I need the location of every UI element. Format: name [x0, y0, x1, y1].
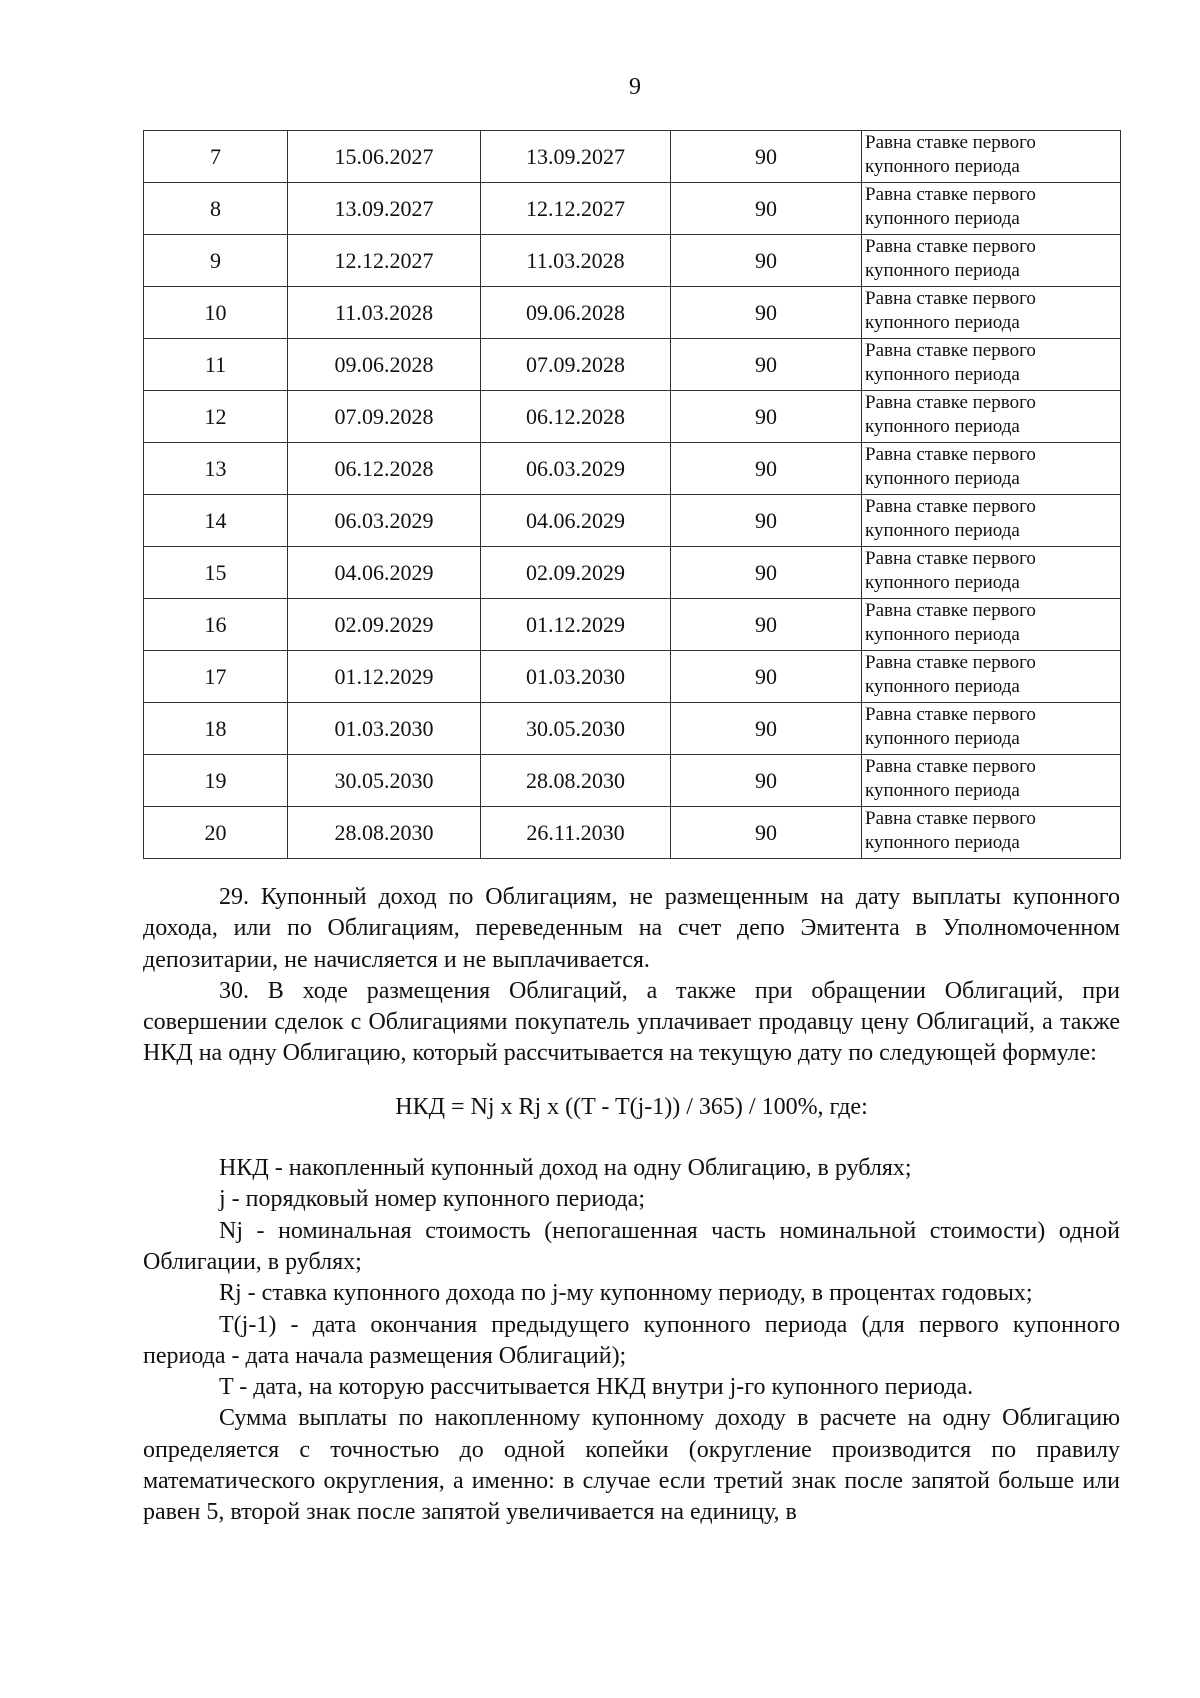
coupon-duration-cell: 90: [671, 235, 862, 287]
coupon-end-date-cell: 13.09.2027: [481, 131, 671, 183]
coupon-end-date-cell: 06.03.2029: [481, 443, 671, 495]
coupon-number-cell: 9: [144, 235, 288, 287]
coupon-table-body: [144, 131, 1121, 859]
coupon-start-date-cell: 06.03.2029: [288, 495, 481, 547]
coupon-start-date-cell: 12.12.2027: [288, 235, 481, 287]
coupon-number-cell: 20: [144, 807, 288, 859]
definition-t: T - дата, на которую рассчитывается НКД внутри j-го купонного периода.: [219, 1374, 974, 1401]
coupon-start-date-cell: 09.06.2028: [288, 339, 481, 391]
coupon-end-date-cell: 12.12.2027: [481, 183, 671, 235]
coupon-number-cell: 12: [144, 391, 288, 443]
coupon-rate-text: Равна ставке первого: [865, 600, 1036, 621]
coupon-rate-text: Равна ставке первого: [865, 444, 1036, 465]
coupon-duration-cell: 90: [671, 755, 862, 807]
coupon-start-date-cell: 01.03.2030: [288, 703, 481, 755]
coupon-end-date-cell: 06.12.2028: [481, 391, 671, 443]
coupon-duration-cell: 90: [671, 183, 862, 235]
coupon-rate-cell: [862, 755, 1121, 807]
coupon-number-cell: 13: [144, 443, 288, 495]
definition-rj: Rj - ставка купонного дохода по j-му купонному периоду, в процентах годовых;: [219, 1280, 1033, 1307]
coupon-number-cell: 10: [144, 287, 288, 339]
coupon-rate-text: Равна ставке первого: [865, 184, 1036, 205]
coupon-rate-cell: [862, 287, 1121, 339]
coupon-rate-text: купонного периода: [865, 520, 1020, 541]
coupon-rate-text: купонного периода: [865, 676, 1020, 697]
coupon-rate-text: Равна ставке первого: [865, 548, 1036, 569]
paragraph-30: 30. В ходе размещения Облигаций, а также при обращении Облигаций, при совершении сделок с Облигациями покупатель уплачивает продавцу цену Облигаций, а также НКД на одну Облигацию, который рассчитывается на текущую дату по следующей формуле:: [143, 977, 1120, 1067]
coupon-rate-text: купонного периода: [865, 468, 1020, 489]
coupon-duration-cell: 90: [671, 807, 862, 859]
coupon-rate-text: Равна ставке первого: [865, 392, 1036, 413]
coupon-start-date-cell: 07.09.2028: [288, 391, 481, 443]
coupon-rate-cell: [862, 807, 1121, 859]
coupon-duration-cell: 90: [671, 651, 862, 703]
coupon-end-date-cell: 01.03.2030: [481, 651, 671, 703]
paragraph-29: 29. Купонный доход по Облигациям, не размещенным на дату выплаты купонного дохода, или по Облигациям, переведенным на счет депо Эмитента в Уполномоченном депозитарии, не начисляется и не выплачивается.: [143, 884, 1120, 973]
coupon-rate-text: купонного периода: [865, 780, 1020, 801]
coupon-rate-text: купонного периода: [865, 208, 1020, 229]
coupon-duration-cell: 90: [671, 547, 862, 599]
coupon-rate-text: Равна ставке первого: [865, 236, 1036, 257]
coupon-rate-cell: [862, 703, 1121, 755]
coupon-start-date-cell: 02.09.2029: [288, 599, 481, 651]
coupon-rate-text: Равна ставке первого: [865, 756, 1036, 777]
coupon-rate-cell: [862, 443, 1121, 495]
coupon-rate-text: купонного периода: [865, 572, 1020, 593]
page-number: 9: [629, 74, 641, 100]
coupon-start-date-cell: 28.08.2030: [288, 807, 481, 859]
coupon-rate-text: купонного периода: [865, 728, 1020, 749]
coupon-duration-cell: 90: [671, 599, 862, 651]
coupon-duration-cell: 90: [671, 391, 862, 443]
table-row: [144, 599, 1121, 651]
coupon-rate-cell: [862, 391, 1121, 443]
coupon-number-cell: 17: [144, 651, 288, 703]
coupon-duration-cell: 90: [671, 339, 862, 391]
coupon-rate-text: купонного периода: [865, 832, 1020, 853]
coupon-rate-text: купонного периода: [865, 156, 1020, 177]
table-row: [144, 547, 1121, 599]
coupon-end-date-cell: 01.12.2029: [481, 599, 671, 651]
coupon-rate-cell: [862, 547, 1121, 599]
coupon-number-cell: 16: [144, 599, 288, 651]
table-row: [144, 235, 1121, 287]
coupon-rate-text: Равна ставке первого: [865, 496, 1036, 517]
definition-tj-1: T(j-1) - дата окончания предыдущего купонного периода (для первого купонного периода - дата начала размещения Облигаций);: [143, 1311, 1120, 1369]
coupon-rate-text: Равна ставке первого: [865, 652, 1036, 673]
coupon-end-date-cell: 28.08.2030: [481, 755, 671, 807]
definition-j: j - порядковый номер купонного периода;: [219, 1186, 645, 1213]
coupon-rate-text: Равна ставке первого: [865, 340, 1036, 361]
coupon-start-date-cell: 30.05.2030: [288, 755, 481, 807]
coupon-schedule-table: [143, 130, 1121, 859]
coupon-start-date-cell: 15.06.2027: [288, 131, 481, 183]
coupon-rate-text: Равна ставке первого: [865, 288, 1036, 309]
table-row: [144, 703, 1121, 755]
coupon-number-cell: 11: [144, 339, 288, 391]
table-row: [144, 131, 1121, 183]
coupon-end-date-cell: 26.11.2030: [481, 807, 671, 859]
rounding-paragraph: Сумма выплаты по накопленному купонному доходу в расчете на одну Облигацию определяется с точностью до одной копейки (округление производится по правилу математического округления, а именно: в случае если третий знак после запятой больше или равен 5, второй знак после запятой увеличивается на единицу, в: [143, 1405, 1120, 1526]
coupon-start-date-cell: 01.12.2029: [288, 651, 481, 703]
coupon-number-cell: 7: [144, 131, 288, 183]
coupon-duration-cell: 90: [671, 287, 862, 339]
coupon-rate-text: купонного периода: [865, 364, 1020, 385]
coupon-duration-cell: 90: [671, 703, 862, 755]
coupon-rate-text: Равна ставке первого: [865, 808, 1036, 829]
coupon-number-cell: 14: [144, 495, 288, 547]
table-row: [144, 443, 1121, 495]
table-row: [144, 287, 1121, 339]
table-row: [144, 755, 1121, 807]
coupon-end-date-cell: 02.09.2029: [481, 547, 671, 599]
coupon-end-date-cell: 11.03.2028: [481, 235, 671, 287]
coupon-end-date-cell: 30.05.2030: [481, 703, 671, 755]
table-row: [144, 339, 1121, 391]
coupon-rate-text: Равна ставке первого: [865, 704, 1036, 725]
coupon-rate-cell: [862, 339, 1121, 391]
coupon-rate-cell: [862, 235, 1121, 287]
coupon-rate-text: купонного периода: [865, 624, 1020, 645]
coupon-end-date-cell: 09.06.2028: [481, 287, 671, 339]
nkd-formula: НКД = Nj x Rj x ((T - T(j-1)) / 365) / 100%, где:: [395, 1093, 868, 1120]
coupon-start-date-cell: 11.03.2028: [288, 287, 481, 339]
coupon-rate-cell: [862, 651, 1121, 703]
coupon-number-cell: 15: [144, 547, 288, 599]
coupon-duration-cell: 90: [671, 131, 862, 183]
coupon-start-date-cell: 06.12.2028: [288, 443, 481, 495]
coupon-start-date-cell: 04.06.2029: [288, 547, 481, 599]
coupon-end-date-cell: 04.06.2029: [481, 495, 671, 547]
coupon-end-date-cell: 07.09.2028: [481, 339, 671, 391]
coupon-number-cell: 19: [144, 755, 288, 807]
table-row: [144, 651, 1121, 703]
coupon-rate-text: купонного периода: [865, 260, 1020, 281]
table-row: [144, 807, 1121, 859]
definition-nkd: НКД - накопленный купонный доход на одну Облигацию, в рублях;: [219, 1155, 912, 1182]
coupon-number-cell: 18: [144, 703, 288, 755]
coupon-rate-cell: [862, 183, 1121, 235]
table-row: [144, 183, 1121, 235]
coupon-duration-cell: 90: [671, 443, 862, 495]
coupon-rate-cell: [862, 599, 1121, 651]
table-row: [144, 391, 1121, 443]
coupon-rate-text: Равна ставке первого: [865, 132, 1036, 153]
coupon-rate-text: купонного периода: [865, 416, 1020, 437]
coupon-duration-cell: 90: [671, 495, 862, 547]
coupon-rate-cell: [862, 495, 1121, 547]
coupon-rate-text: купонного периода: [865, 312, 1020, 333]
table-row: [144, 495, 1121, 547]
coupon-rate-cell: [862, 131, 1121, 183]
coupon-start-date-cell: 13.09.2027: [288, 183, 481, 235]
body-text: [143, 882, 1120, 1529]
coupon-number-cell: 8: [144, 183, 288, 235]
definition-nj: Nj - номинальная стоимость (непогашенная часть номинальной стоимости) одной Облигации, в рублях;: [143, 1217, 1120, 1275]
